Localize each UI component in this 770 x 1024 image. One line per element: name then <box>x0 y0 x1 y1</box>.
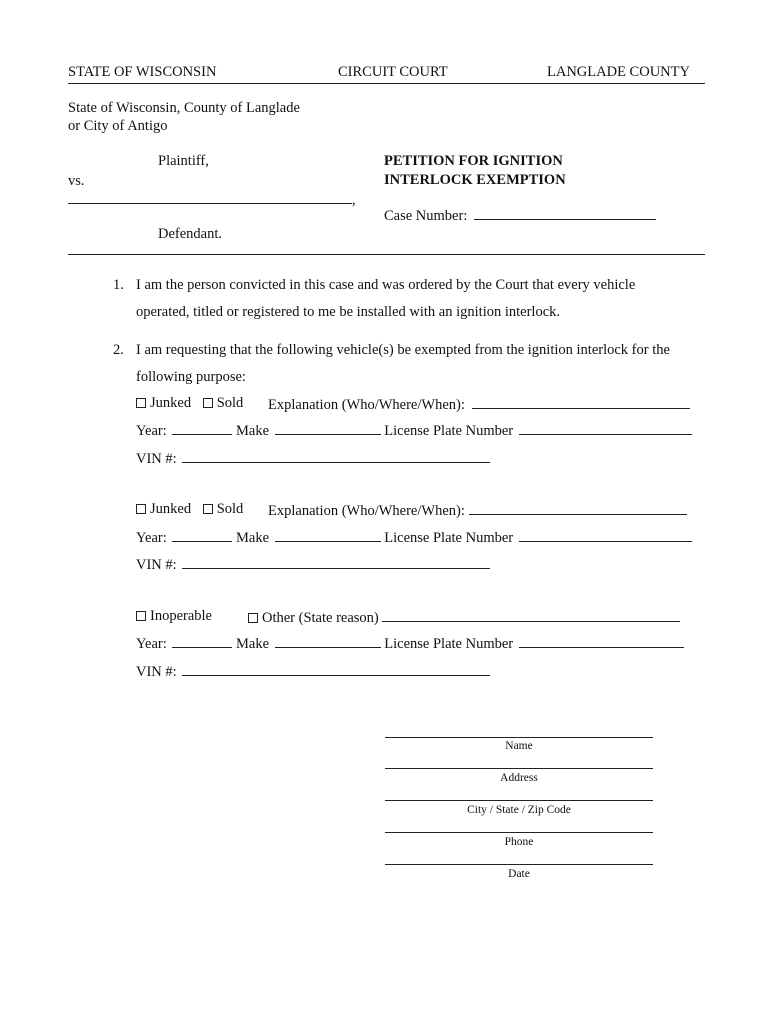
vehicle3-other-row <box>248 608 680 627</box>
vehicle1-explanation-label: Explanation (Who/Where/When): <box>268 397 465 413</box>
vehicle1-junked-option[interactable]: Junked <box>136 395 191 411</box>
phone-line[interactable] <box>385 832 653 833</box>
item2-number: 2. <box>113 342 124 358</box>
vehicle2-year-field[interactable] <box>172 528 232 542</box>
checkbox-icon[interactable] <box>203 398 213 408</box>
item2-text-line2: following purpose: <box>136 369 246 385</box>
vehicle1-vin-row <box>136 449 490 468</box>
checkbox-icon[interactable] <box>203 504 213 514</box>
vehicle2-explanation-label: Explanation (Who/Where/When): <box>268 503 465 519</box>
vehicle1-make-label: Make <box>236 423 270 439</box>
vehicle3-plate-field[interactable] <box>519 634 684 648</box>
form-title-line2: INTERLOCK EXEMPTION <box>384 172 566 188</box>
form-title-line1: PETITION FOR IGNITION <box>384 153 563 169</box>
case-number-field[interactable] <box>474 206 656 220</box>
vehicle2-plate-field[interactable] <box>519 528 692 542</box>
vehicle1-explanation-row <box>268 395 690 414</box>
vehicle3-plate-label: License Plate Number <box>384 636 514 652</box>
checkbox-icon[interactable] <box>136 398 146 408</box>
checkbox-icon[interactable] <box>136 611 146 621</box>
defendant-label: Defendant. <box>158 226 223 242</box>
vehicle3-other-option[interactable]: Other (State reason) <box>248 610 379 626</box>
vehicle1-explanation-field[interactable] <box>472 395 690 409</box>
vehicle1-details-row <box>136 421 692 440</box>
vehicle2-junked-option[interactable]: Junked <box>136 501 191 517</box>
county-heading: LANGLADE COUNTY <box>547 64 690 80</box>
court-heading: CIRCUIT COURT <box>338 64 448 80</box>
caption-divider <box>68 254 705 255</box>
vehicle3-year-label: Year: <box>136 636 167 652</box>
vehicle3-vin-label: VIN #: <box>136 664 177 680</box>
vehicle1-vin-label: VIN #: <box>136 451 177 467</box>
item2-text-line1: I am requesting that the following vehicle(s) be exempted from the ignition interlock for the <box>136 342 670 358</box>
vehicle3-year-field[interactable] <box>172 634 232 648</box>
vehicle2-make-label: Make <box>236 530 270 546</box>
checkbox-icon[interactable] <box>136 504 146 514</box>
vehicle3-make-field[interactable] <box>275 634 381 648</box>
vehicle2-explanation-field[interactable] <box>469 501 687 515</box>
vehicle1-sold-option[interactable]: Sold <box>203 395 244 411</box>
case-number-row <box>384 206 656 225</box>
name-label: Name <box>505 740 533 752</box>
date-line[interactable] <box>385 864 653 865</box>
city-state-zip-line[interactable] <box>385 800 653 801</box>
item1-text-line1: I am the person convicted in this case and was ordered by the Court that every vehicle <box>136 277 636 293</box>
item1-text-line2: operated, titled or registered to me be installed with an ignition interlock. <box>136 304 561 320</box>
city-state-zip-label: City / State / Zip Code <box>467 804 571 816</box>
vehicle2-year-label: Year: <box>136 530 167 546</box>
vs-label: vs. <box>68 173 85 189</box>
header-divider <box>68 83 705 84</box>
vehicle3-reason-field[interactable] <box>382 608 680 622</box>
address-label: Address <box>500 772 538 784</box>
vehicle2-explanation-row <box>268 501 687 520</box>
vehicle2-plate-label: License Plate Number <box>384 530 514 546</box>
vehicle2-vin-field[interactable] <box>182 555 490 569</box>
case-number-label: Case Number: <box>384 208 468 224</box>
vehicle2-status-row <box>136 501 243 518</box>
vehicle1-status-row <box>136 395 243 412</box>
vehicle1-plate-field[interactable] <box>519 421 692 435</box>
vehicle1-plate-label: License Plate Number <box>384 423 514 439</box>
defendant-name-line[interactable] <box>68 190 356 209</box>
plaintiff-name-line2: or City of Antigo <box>68 118 168 134</box>
state-heading: STATE OF WISCONSIN <box>68 64 217 80</box>
phone-label: Phone <box>504 836 534 848</box>
vehicle1-year-label: Year: <box>136 423 167 439</box>
vehicle2-make-field[interactable] <box>275 528 381 542</box>
vehicle3-details-row <box>136 634 684 653</box>
address-line[interactable] <box>385 768 653 769</box>
vehicle1-vin-field[interactable] <box>182 449 490 463</box>
vehicle3-inoperable-option[interactable]: Inoperable <box>136 608 212 625</box>
date-label: Date <box>508 868 530 880</box>
vehicle2-vin-label: VIN #: <box>136 557 177 573</box>
vehicle1-make-field[interactable] <box>275 421 381 435</box>
vehicle2-sold-option[interactable]: Sold <box>203 501 244 517</box>
defendant-comma: , <box>352 192 356 208</box>
vehicle2-vin-row <box>136 555 490 574</box>
plaintiff-label: Plaintiff, <box>158 153 209 169</box>
item1-number: 1. <box>113 277 124 293</box>
vehicle3-make-label: Make <box>236 636 270 652</box>
vehicle3-vin-field[interactable] <box>182 662 490 676</box>
plaintiff-name-line1: State of Wisconsin, County of Langlade <box>68 100 300 116</box>
vehicle3-vin-row <box>136 662 490 681</box>
vehicle1-year-field[interactable] <box>172 421 232 435</box>
vehicle2-details-row <box>136 528 692 547</box>
checkbox-icon[interactable] <box>248 613 258 623</box>
name-signature-line[interactable] <box>385 737 653 738</box>
